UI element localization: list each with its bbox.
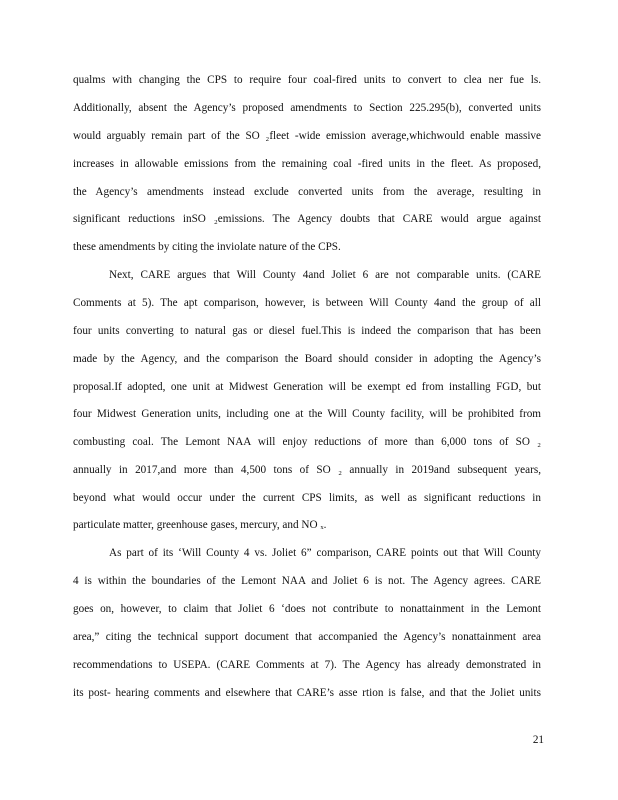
body-line: particulate matter, greenhouse gases, mercury, and NO ₓ.: [73, 519, 327, 531]
body-line: these amendments by citing the inviolate nature of the CPS.: [73, 241, 341, 253]
body-line: made by the Agency, and the comparison the Board should consider in adopting the Agency’s: [73, 353, 541, 365]
body-line: goes on, however, to claim that Joliet 6 ‘does not contribute to nonattainment in the Lemont: [73, 603, 541, 615]
body-line: Comments at 5). The apt comparison, however, is between Will County 4and the group of all: [73, 297, 541, 309]
body-line: the Agency’s amendments instead exclude converted units from the average, resulting in: [73, 186, 541, 198]
body-line: 4 is within the boundaries of the Lemont NAA and Joliet 6 is not. The Agency agrees. CARE: [73, 575, 541, 587]
body-line: four Midwest Generation units, including one at the Will County facility, will be prohibited from: [73, 408, 541, 420]
paragraph-first-line: Next, CARE argues that Will County 4and Joliet 6 are not comparable units. (CARE: [109, 269, 541, 281]
body-line: area,” citing the technical support document that accompanied the Agency’s nonattainment area: [73, 631, 541, 643]
body-line: annually in 2017,and more than 4,500 tons of SO ₂ annually in 2019and subsequent years,: [73, 464, 541, 476]
body-line: recommendations to USEPA. (CARE Comments at 7). The Agency has already demonstrated in: [73, 659, 541, 671]
paragraph-first-line: As part of its ‘Will County 4 vs. Joliet 6” comparison, CARE points out that Will County: [109, 547, 541, 559]
body-line: would arguably remain part of the SO ₂fleet -wide emission average,whichwould enable massive: [73, 130, 541, 142]
page-number: 21: [532, 734, 544, 746]
body-line: increases in allowable emissions from the remaining coal -fired units in the fleet. As proposed,: [73, 158, 541, 170]
body-line: qualms with changing the CPS to require four coal-fired units to convert to clea ner fue ls.: [73, 74, 541, 86]
body-line: combusting coal. The Lemont NAA will enjoy reductions of more than 6,000 tons of SO ₂: [73, 436, 541, 448]
body-line: its post- hearing comments and elsewhere that CARE’s asse rtion is false, and that the Joliet units: [73, 687, 541, 699]
body-line: proposal.If adopted, one unit at Midwest Generation will be exempt ed from installing FGD, but: [73, 381, 541, 393]
body-line: beyond what would occur under the current CPS limits, as well as significant reductions in: [73, 492, 541, 504]
body-line: four units converting to natural gas or diesel fuel.This is indeed the comparison that has been: [73, 325, 541, 337]
body-line: significant reductions inSO ₂emissions. The Agency doubts that CARE would argue against: [73, 213, 541, 225]
body-line: Additionally, absent the Agency’s proposed amendments to Section 225.295(b), converted units: [73, 102, 541, 114]
